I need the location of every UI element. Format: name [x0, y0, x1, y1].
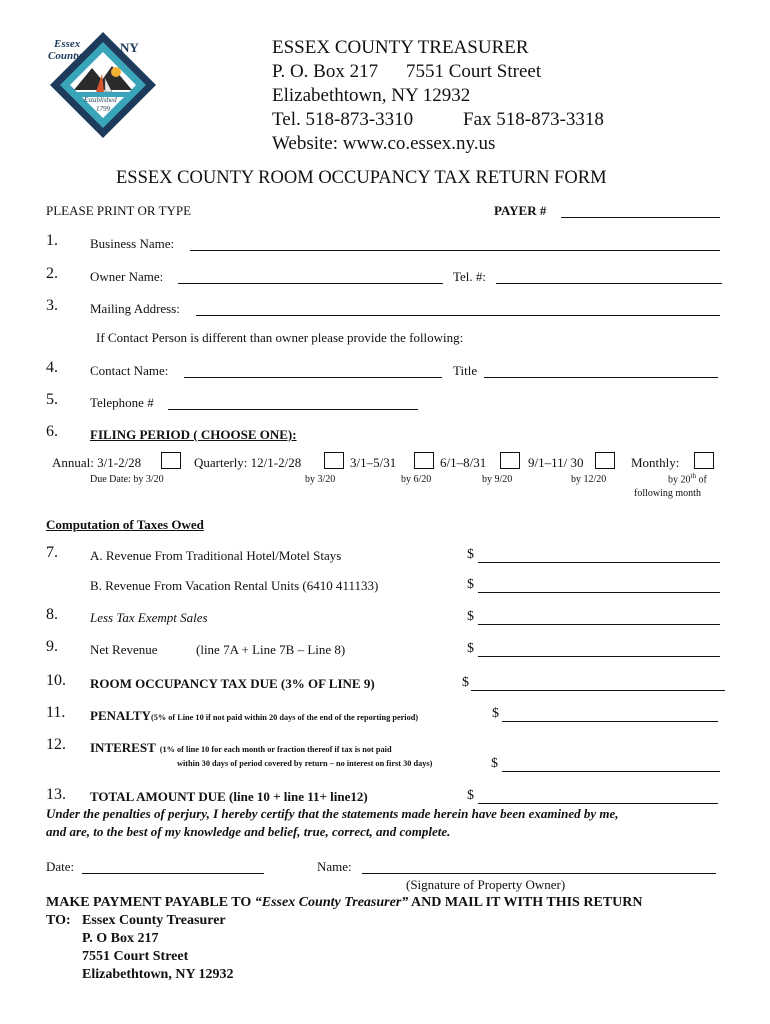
contact-name-field[interactable]	[184, 377, 442, 378]
contact-name-label: Contact Name:	[90, 363, 169, 378]
line-12-dollar: $	[491, 756, 498, 771]
owner-name-label: Owner Name:	[90, 269, 164, 284]
owner-name-field[interactable]	[178, 283, 443, 284]
quarterly-1-due: by 3/20	[305, 474, 336, 485]
line-12-label	[90, 739, 392, 757]
monthly-due-prefix: by 20	[668, 474, 691, 486]
item-number-1: 1.	[46, 232, 58, 249]
date-field[interactable]	[82, 873, 264, 874]
header-po-box: P. O. Box 217	[272, 61, 379, 82]
line-9-dollar: $	[467, 641, 474, 656]
line-11-dollar: $	[492, 706, 499, 721]
signature-field[interactable]	[362, 873, 716, 874]
quarterly-3-due: by 9/20	[482, 474, 513, 485]
payer-number-field[interactable]	[561, 217, 720, 218]
line-8-label: Less Tax Exempt Sales	[90, 610, 208, 625]
telephone-field[interactable]	[168, 409, 418, 410]
name-label: Name:	[317, 859, 352, 874]
payment-instruction	[46, 894, 642, 912]
line-10-label: ROOM OCCUPANCY TAX DUE (3% OF LINE 9)	[90, 676, 375, 691]
annual-period-label: Annual: 3/1-2/28	[52, 455, 142, 470]
line-12-note-2: within 30 days of period covered by return – no interest on first 30 days)	[177, 759, 433, 768]
line-11-note: (5% of Line 10 if not paid within 20 days of the end of the reporting period)	[150, 713, 419, 722]
item-number-11: 11.	[46, 704, 66, 721]
form-title: ESSEX COUNTY ROOM OCCUPANCY TAX RETURN FORM	[116, 168, 607, 188]
mail-to-city: Elizabethtown, NY 12932	[82, 967, 234, 982]
monthly-checkbox[interactable]	[694, 452, 714, 469]
monthly-label: Monthly:	[631, 455, 680, 470]
logo-county-text: County	[48, 50, 82, 62]
header-fax: Fax 518-873-3318	[463, 109, 604, 130]
header-city: Elizabethtown, NY 12932	[272, 85, 471, 106]
payment-payee: “Essex County Treasurer”	[254, 895, 409, 910]
quarterly-1-label: Quarterly: 12/1-2/28	[194, 455, 302, 470]
line-7a-dollar: $	[467, 547, 474, 562]
contact-person-note: If Contact Person is different than owner please provide the following:	[96, 330, 464, 345]
item-number-8: 8.	[46, 606, 58, 623]
annual-checkbox[interactable]	[161, 452, 181, 469]
item-number-3: 3.	[46, 297, 58, 314]
line-11-amount-field[interactable]	[502, 721, 718, 722]
signature-caption: (Signature of Property Owner)	[406, 877, 566, 892]
logo-established-text: Established	[84, 96, 117, 104]
logo-essex-text: Essex	[54, 38, 81, 50]
payment-instruction-suffix: AND MAIL IT WITH THIS RETURN	[408, 895, 643, 910]
line-9-amount-field[interactable]	[478, 656, 720, 657]
line-13-amount-field[interactable]	[478, 803, 718, 804]
item-number-2: 2.	[46, 265, 58, 282]
header-website: Website: www.co.essex.ny.us	[272, 133, 496, 154]
line-7b-label: B. Revenue From Vacation Rental Units (6410 411133)	[90, 578, 379, 593]
annual-due-date: Due Date: by 3/20	[90, 474, 164, 485]
line-10-amount-field[interactable]	[471, 690, 725, 691]
county-logo	[44, 28, 162, 140]
quarterly-1-checkbox[interactable]	[324, 452, 344, 469]
item-number-12: 12.	[46, 736, 66, 753]
owner-tel-field[interactable]	[496, 283, 722, 284]
item-number-5: 5.	[46, 391, 58, 408]
quarterly-2-checkbox[interactable]	[414, 452, 434, 469]
quarterly-3-checkbox[interactable]	[500, 452, 520, 469]
line-7a-amount-field[interactable]	[478, 562, 720, 563]
quarterly-4-due: by 12/20	[571, 474, 607, 485]
monthly-due-following: following month	[634, 488, 701, 499]
line-10-dollar: $	[462, 675, 469, 690]
print-note: PLEASE PRINT OR TYPE	[46, 203, 192, 218]
mailing-address-label: Mailing Address:	[90, 301, 180, 316]
line-7b-dollar: $	[467, 577, 474, 592]
filing-period-heading: FILING PERIOD ( CHOOSE ONE):	[90, 427, 297, 442]
header-street: 7551 Court Street	[406, 61, 542, 82]
line-7a-label: A. Revenue From Traditional Hotel/Motel Stays	[90, 548, 342, 563]
line-8-dollar: $	[467, 609, 474, 624]
line-12-bold: INTEREST	[90, 740, 156, 755]
item-number-7: 7.	[46, 544, 58, 561]
quarterly-2-due: by 6/20	[401, 474, 432, 485]
mail-to-po-box: P. O Box 217	[82, 931, 159, 946]
certification-line-2: and are, to the best of my knowledge and belief, true, correct, and complete.	[46, 824, 451, 839]
line-9-formula: (line 7A + Line 7B – Line 8)	[196, 642, 346, 657]
date-label: Date:	[46, 859, 75, 874]
mail-to-street: 7551 Court Street	[82, 949, 189, 964]
item-number-4: 4.	[46, 359, 58, 376]
item-number-13: 13.	[46, 786, 66, 803]
payment-instruction-prefix: MAKE PAYMENT PAYABLE TO	[46, 895, 255, 910]
item-number-9: 9.	[46, 638, 58, 655]
payer-label: PAYER #	[494, 203, 547, 218]
telephone-label: Telephone #	[90, 395, 154, 410]
item-number-10: 10.	[46, 672, 66, 689]
certification-line-1: Under the penalties of perjury, I hereby certify that the statements made herein have been examined by me,	[46, 806, 619, 821]
line-13-label: TOTAL AMOUNT DUE (line 10 + line 11+ line12)	[90, 789, 368, 804]
contact-title-label: Title	[453, 363, 478, 378]
line-12-note-1: (1% of line 10 for each month or fraction thereof if tax is not paid	[159, 745, 392, 754]
mail-to-label: TO:	[46, 913, 71, 928]
quarterly-2-label: 3/1–5/31	[350, 455, 397, 470]
mail-to-name: Essex County Treasurer	[82, 913, 226, 928]
logo-year-text: 1799	[96, 105, 110, 113]
item-number-6: 6.	[46, 423, 58, 440]
header-tel: Tel. 518-873-3310	[272, 109, 414, 130]
header-name: ESSEX COUNTY TREASURER	[272, 37, 529, 58]
line-13-dollar: $	[467, 788, 474, 803]
logo-ny-text: NY	[120, 40, 139, 55]
line-11-bold: PENALTY	[90, 708, 151, 723]
quarterly-4-label: 9/1–11/ 30	[528, 455, 584, 470]
owner-tel-label: Tel. #:	[453, 269, 487, 284]
mailing-address-field[interactable]	[196, 315, 720, 316]
quarterly-3-label: 6/1–8/31	[440, 455, 487, 470]
computation-heading: Computation of Taxes Owed	[46, 517, 204, 532]
business-name-label: Business Name:	[90, 236, 175, 251]
contact-title-field[interactable]	[484, 377, 718, 378]
line-12-amount-field[interactable]	[502, 771, 720, 772]
line-11-label	[90, 707, 418, 725]
quarterly-4-checkbox[interactable]	[595, 452, 615, 469]
business-name-field[interactable]	[190, 250, 720, 251]
line-9-label: Net Revenue	[90, 642, 158, 657]
monthly-due-date	[668, 472, 707, 485]
monthly-due-suffix: of	[695, 474, 707, 486]
monthly-due-sup: th	[690, 472, 696, 480]
line-7b-amount-field[interactable]	[478, 592, 720, 593]
line-8-amount-field[interactable]	[478, 624, 720, 625]
